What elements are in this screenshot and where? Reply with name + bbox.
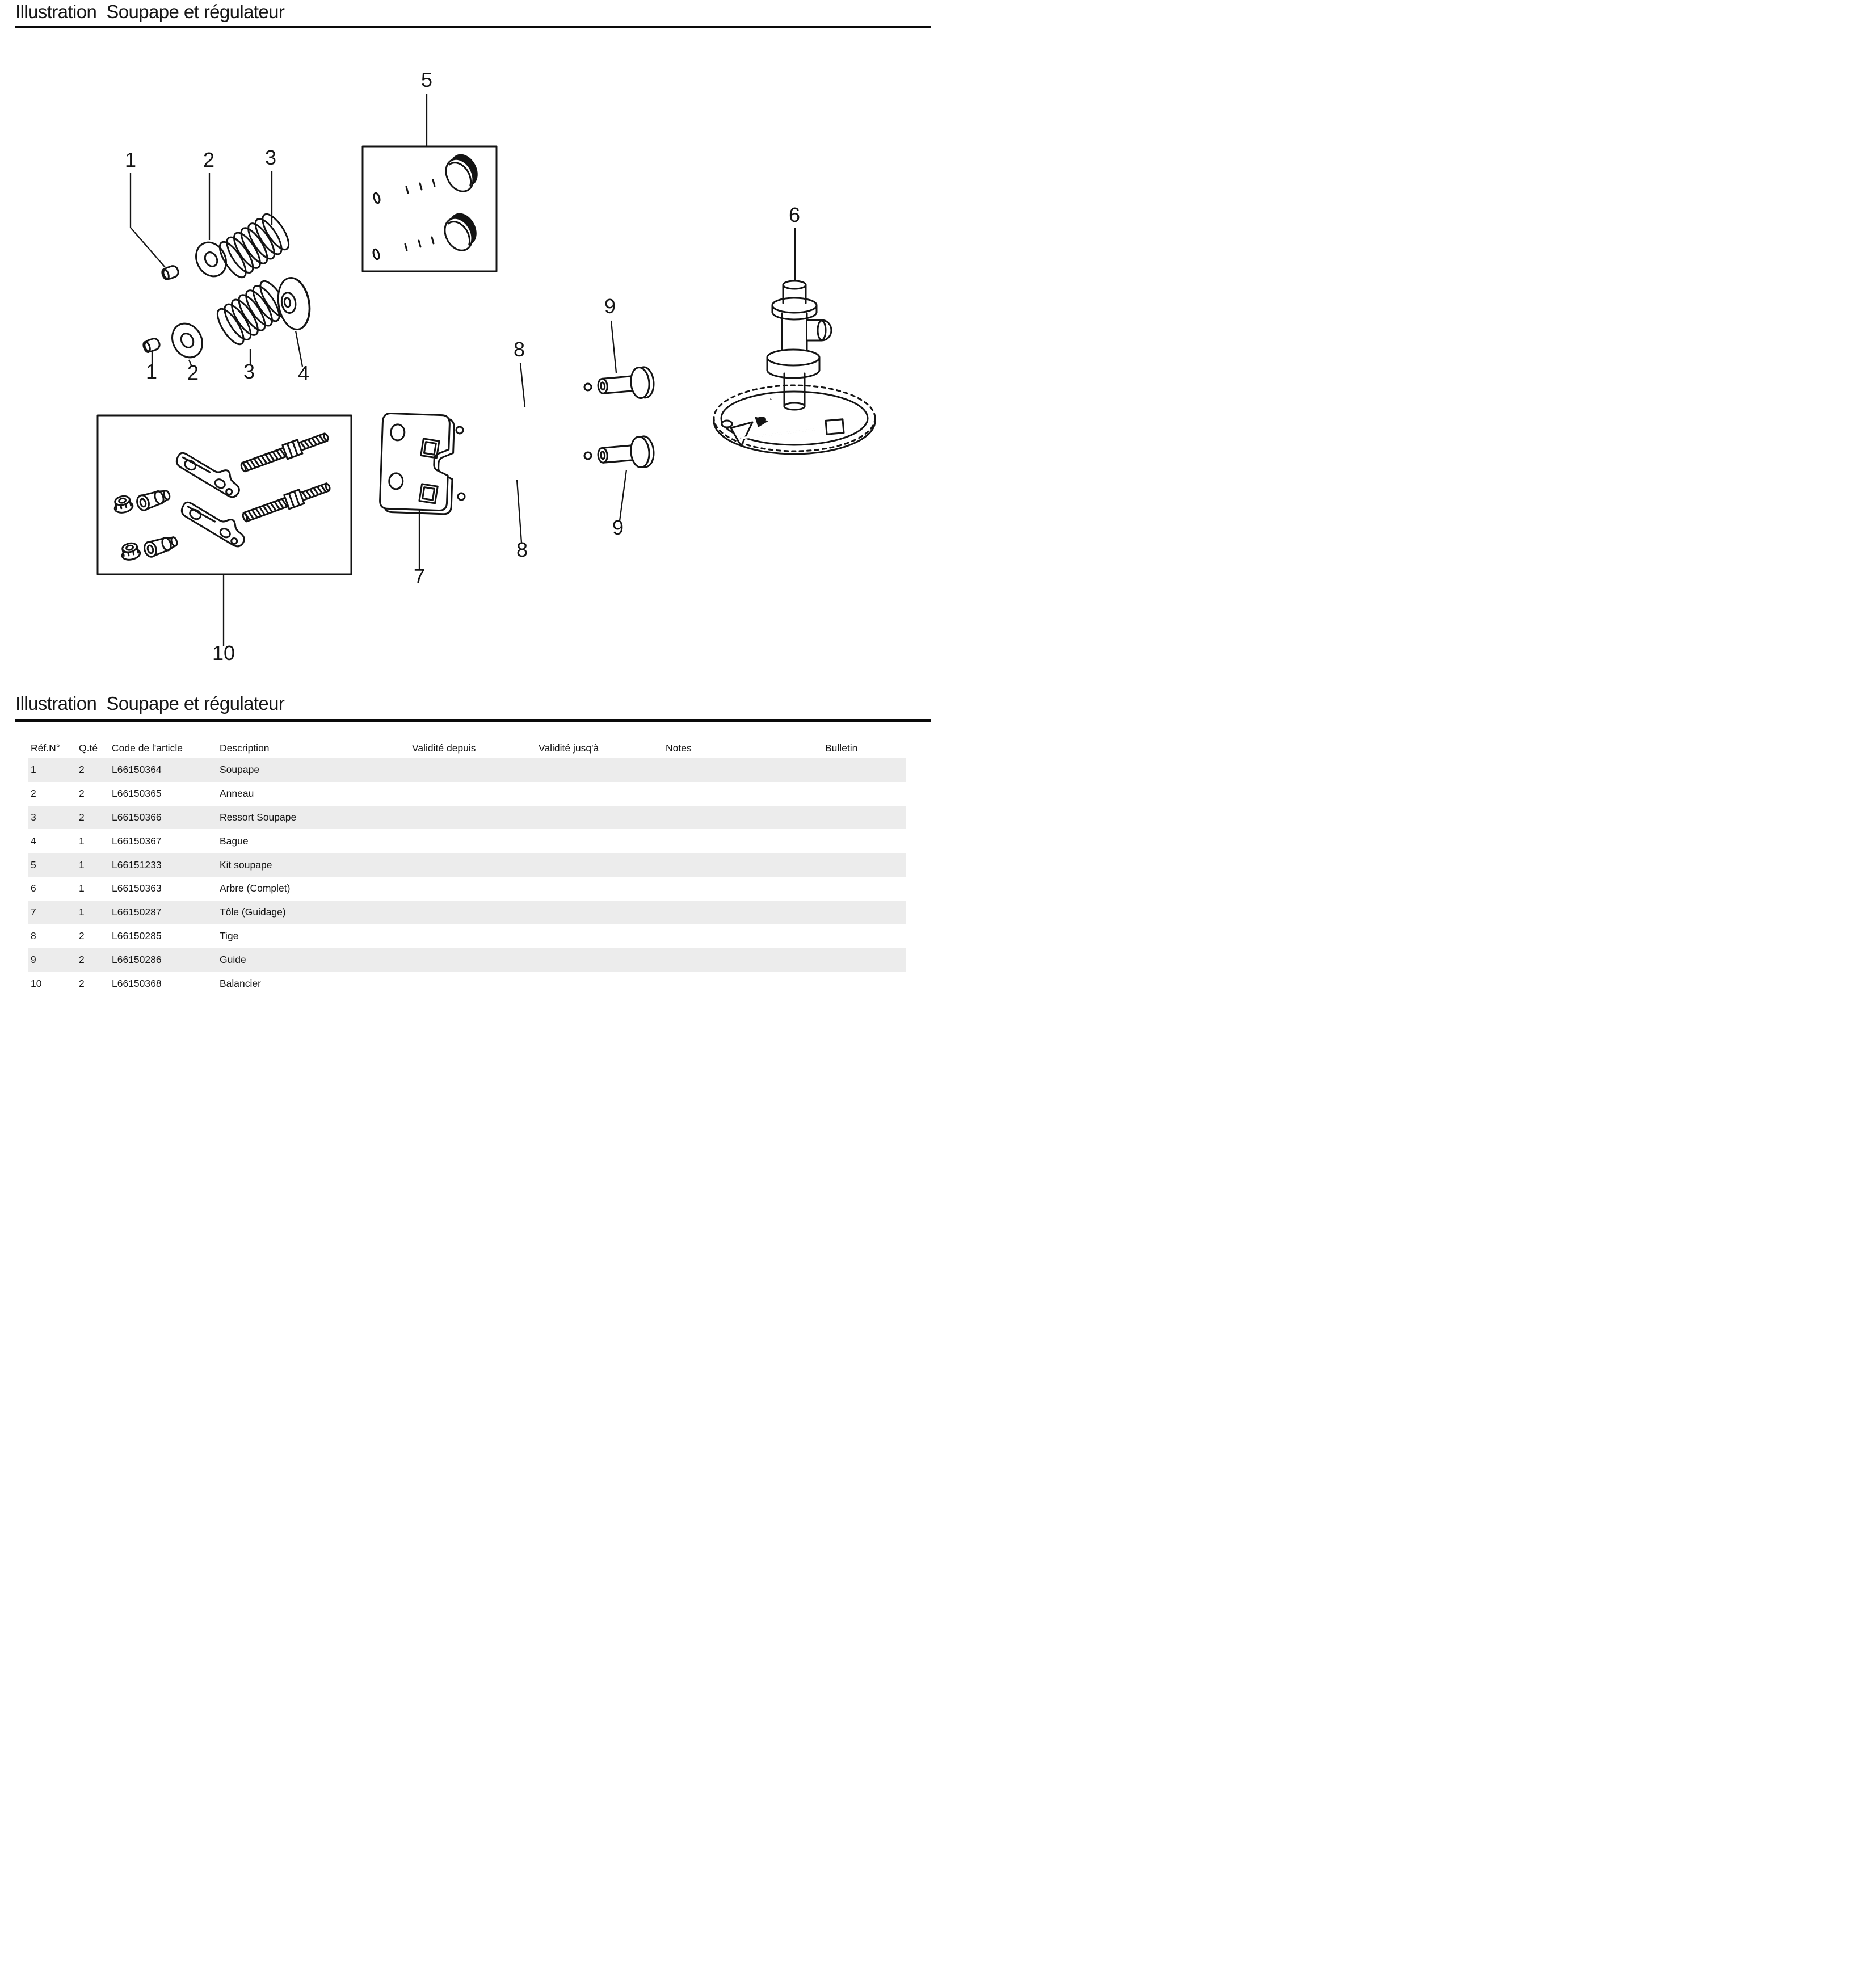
adjuster-stud-1	[239, 430, 330, 474]
cell-qty: 2	[79, 764, 85, 776]
valve-ring-top	[190, 237, 232, 281]
cell-code: L66150287	[112, 906, 162, 918]
table-divider	[15, 719, 931, 722]
cell-qty: 1	[79, 835, 85, 847]
push-rod-bottom	[458, 452, 591, 500]
table-row	[28, 758, 906, 782]
rocker-kit-box	[98, 415, 351, 574]
cell-qty: 1	[79, 906, 85, 918]
cell-desc: Ressort Soupape	[220, 811, 297, 823]
callout-label: 9	[604, 295, 616, 318]
column-header-ref: Réf.N°	[31, 742, 60, 754]
column-header-code: Code de l'article	[112, 742, 183, 754]
parts-table	[28, 758, 906, 988]
callout-label: 10	[212, 641, 235, 665]
callout-label: 1	[124, 148, 137, 171]
rocker-arm-2	[179, 494, 251, 549]
callout-label: 8	[513, 338, 525, 361]
column-header-qty: Q.té	[79, 742, 98, 754]
table-row	[28, 782, 906, 806]
cap-nut-2	[142, 533, 179, 558]
valve-exhaust	[372, 208, 483, 260]
cell-qty: 2	[79, 977, 85, 988]
valve-kit-box	[363, 146, 497, 271]
cell-ref: 7	[31, 906, 36, 918]
flanged-nut-2	[120, 541, 141, 561]
valve-spring-top	[215, 211, 293, 281]
cell-ref: 10	[31, 977, 42, 988]
spring-retainer	[274, 275, 313, 332]
table-row	[28, 901, 906, 924]
callout-label: 8	[516, 538, 528, 561]
table-row	[28, 829, 906, 853]
column-header-description: Description	[220, 742, 270, 754]
rod-guide-bottom	[597, 436, 655, 471]
cell-desc: Kit soupape	[220, 859, 272, 871]
valve-collet-top	[161, 264, 179, 280]
title-divider	[15, 26, 931, 28]
cell-code: L66150367	[112, 835, 162, 847]
cell-ref: 8	[31, 930, 36, 941]
cell-desc: Guide	[220, 953, 246, 965]
cell-ref: 5	[31, 859, 36, 871]
cell-qty: 2	[79, 930, 85, 941]
cell-qty: 1	[79, 882, 85, 894]
cell-qty: 2	[79, 811, 85, 823]
table-row	[28, 806, 906, 830]
cell-ref: 9	[31, 953, 36, 965]
cell-desc: Soupape	[220, 764, 260, 776]
valve-ring-bottom	[166, 318, 208, 363]
cell-ref: 1	[31, 764, 36, 776]
cell-desc: Tôle (Guidage)	[220, 906, 286, 918]
cell-code: L66150364	[112, 764, 162, 776]
valve-collet-bottom	[142, 337, 161, 353]
page-title: Illustration Soupape et régulateur	[15, 1, 285, 22]
cell-desc: Balancier	[220, 977, 261, 988]
rocker-arm-1	[174, 445, 246, 499]
cell-code: L66150363	[112, 882, 162, 894]
rod-guide-top	[597, 367, 655, 402]
table-header	[28, 739, 906, 756]
callout-label: 5	[420, 68, 433, 91]
cell-code: L66150286	[112, 953, 162, 965]
cell-code: L66151233	[112, 859, 162, 871]
cell-qty: 2	[79, 953, 85, 965]
guide-plate	[380, 413, 455, 514]
column-header-validity-from: Validité depuis	[412, 742, 476, 754]
cell-desc: Tige	[220, 930, 239, 941]
table-row	[28, 853, 906, 877]
callout-label: 6	[788, 203, 801, 226]
cell-ref: 3	[31, 811, 36, 823]
cell-code: L66150366	[112, 811, 162, 823]
table-row	[28, 924, 906, 948]
callout-label: 3	[264, 146, 277, 169]
callout-label: 2	[187, 361, 199, 384]
cell-ref: 6	[31, 882, 36, 894]
cell-desc: Anneau	[220, 788, 254, 800]
cap-nut-1	[135, 487, 171, 512]
cell-code: L66150368	[112, 977, 162, 988]
cell-code: L66150285	[112, 930, 162, 941]
column-header-notes: Notes	[666, 742, 692, 754]
camshaft-assembly	[714, 281, 875, 454]
cell-ref: 2	[31, 788, 36, 800]
callout-label: 3	[243, 360, 255, 383]
callout-label: 2	[203, 148, 215, 171]
callout-label: 7	[413, 565, 426, 588]
cell-qty: 1	[79, 859, 85, 871]
cell-desc: Bague	[220, 835, 249, 847]
adjuster-stud-2	[241, 480, 332, 524]
callout-label: 9	[612, 516, 624, 539]
table-row	[28, 948, 906, 972]
cell-qty: 2	[79, 788, 85, 800]
callout-label: 4	[297, 361, 310, 385]
cell-code: L66150365	[112, 788, 162, 800]
callout-label: 1	[145, 360, 158, 383]
flanged-nut-1	[112, 494, 133, 514]
table-row	[28, 877, 906, 901]
column-header-validity-to: Validité jusq'à	[539, 742, 599, 754]
cell-ref: 4	[31, 835, 36, 847]
table-section-title: Illustration Soupape et régulateur	[15, 693, 285, 714]
parts-catalog-page	[0, 0, 938, 988]
cell-desc: Arbre (Complet)	[220, 882, 291, 894]
table-row	[28, 972, 906, 988]
exploded-parts-diagram	[0, 45, 938, 693]
valve-intake	[373, 149, 484, 204]
column-header-bulletin: Bulletin	[825, 742, 858, 754]
